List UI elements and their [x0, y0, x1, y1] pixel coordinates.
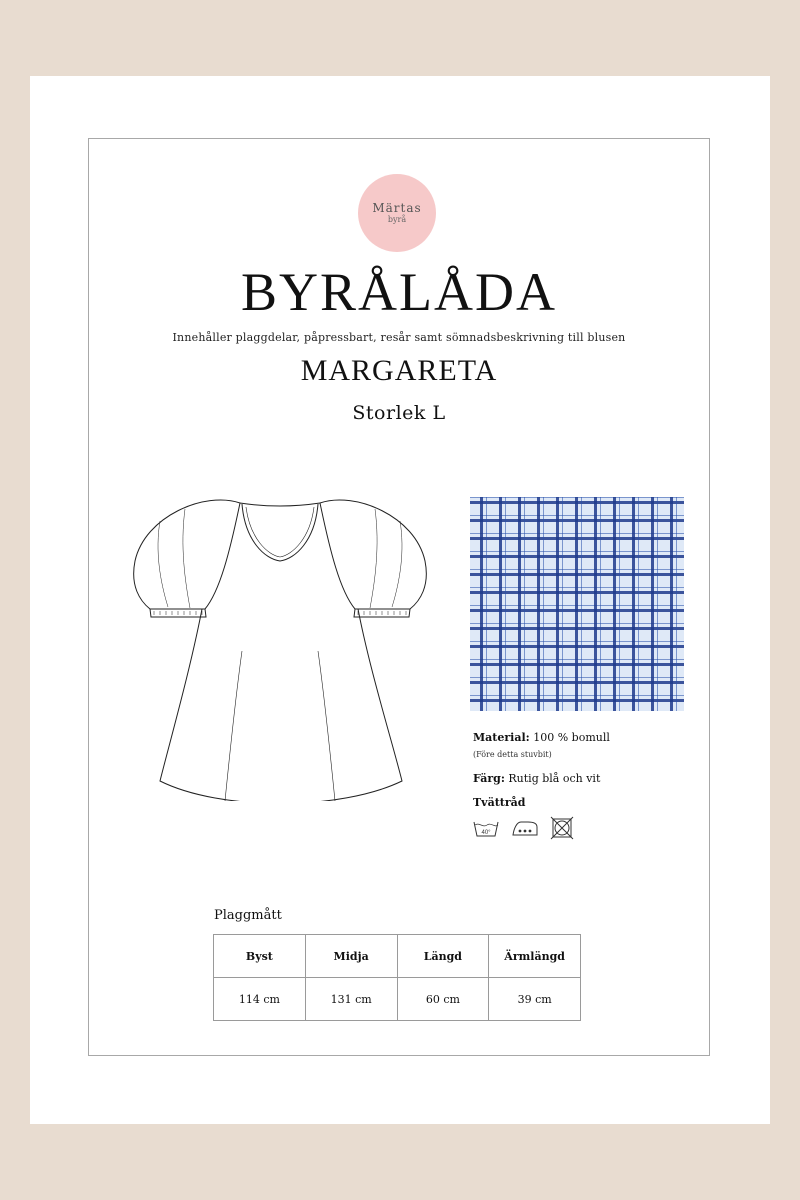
color-info	[473, 772, 600, 785]
value-length: 60 cm	[397, 978, 489, 1021]
page-subtitle: Innehåller plaggdelar, påpressbart, resår samt sömnadsbeskrivning till blusen	[172, 331, 626, 344]
value-sleeve-length: 39 cm	[489, 978, 581, 1021]
logo-name: Märtas	[372, 200, 422, 215]
color-value: Rutig blå och vit	[508, 772, 601, 785]
header-length: Längd	[397, 935, 489, 978]
pattern-sheet	[30, 76, 770, 1124]
header-sleeve-length: Ärmlängd	[489, 935, 581, 978]
header-bust: Byst	[214, 935, 306, 978]
table-row	[214, 978, 581, 1021]
model-name: MARGARETA	[300, 354, 498, 387]
wash-temp: 40°	[481, 830, 491, 836]
fabric-swatch	[470, 497, 684, 711]
table-header-row	[214, 935, 581, 978]
material-note: (Före detta stuvbit)	[473, 750, 552, 759]
value-waist: 131 cm	[305, 978, 397, 1021]
measurements-label: Plaggmått	[214, 908, 282, 923]
blouse-illustration	[130, 481, 450, 801]
care-heading: Tvättråd	[473, 796, 526, 809]
value-bust: 114 cm	[214, 978, 306, 1021]
wash-40-icon	[474, 822, 498, 836]
no-tumble-dry-icon	[551, 817, 573, 839]
size-label: Storlek L	[352, 402, 446, 424]
color-label: Färg:	[473, 772, 505, 785]
page-title: BYRÅLÅDA	[240, 262, 557, 322]
iron-three-dots-icon	[513, 822, 537, 835]
material-label: Material:	[473, 731, 530, 744]
measurements-table	[213, 934, 581, 1021]
logo-subname: byrå	[387, 214, 407, 224]
brand-logo	[358, 174, 436, 252]
material-info	[473, 731, 610, 744]
care-symbols	[473, 816, 583, 840]
material-value: 100 % bomull	[533, 731, 610, 744]
header-waist: Midja	[305, 935, 397, 978]
